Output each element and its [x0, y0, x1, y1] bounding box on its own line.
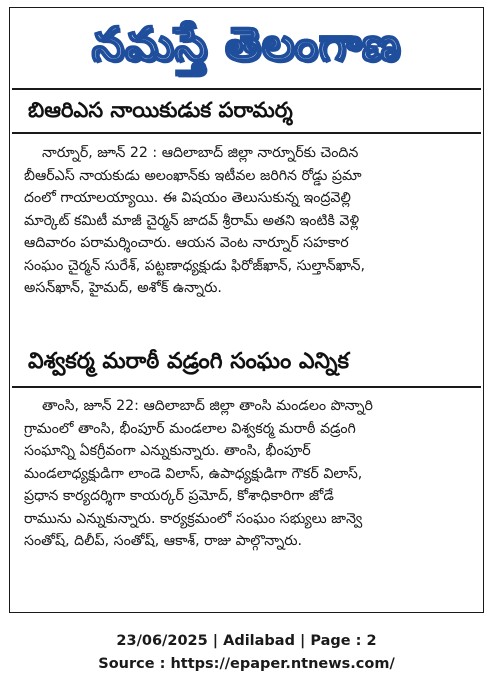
- article-1-line: బీఆర్ఎస్ నాయకుడు అలంఖాన్‌కు ఇటీవల జరిగిన రోడ్డు ప్రమా: [24, 167, 362, 184]
- masthead: [10, 8, 483, 80]
- article-2-line: గ్రామంలో తాంసి, భీంపూర్ మండలాల విశ్వకర్మ మరాఠీ వడ్రంగి: [24, 420, 356, 437]
- article-body-2: [24, 395, 475, 553]
- article-2-line: సంతోష్, దిలీప్, సంతోష్, ఆకాశ్, రాజు పాల్గొన్నారు.: [24, 533, 303, 549]
- article-1-line: సంఘం చైర్మన్ సురేశ్, పట్టణాధ్యక్షుడు ఫిరోజ్‌ఖాన్, సుల్తాన్‌ఖాన్,: [24, 257, 366, 274]
- article-body-1: [24, 142, 475, 300]
- news-clipping: [9, 7, 484, 613]
- masthead-title: నమస్తే తెలంగాణ: [91, 17, 402, 71]
- article-headline-2: విశ్వకర్మ మరాఠీ వడ్రంగి సంఘం ఎన్నిక: [28, 349, 349, 374]
- headline-divider-1: [12, 132, 481, 134]
- article-1-line: ఆదివారం పరామర్శించారు. ఆయన వెంట నార్నూర్ సహకార: [24, 235, 349, 251]
- footer-source: Source : https://epaper.ntnews.com/: [98, 656, 395, 672]
- article-headline-1: బిఆరిఎస నాయికుడుక పరామర్శ: [28, 98, 293, 122]
- article-1-line: దంలో గాయాలయ్యాయి. ఈ విషయం తెలుసుకున్న ఇంద్రవెల్లి: [24, 190, 351, 206]
- article-2-line: మండలాధ్యక్షుడిగా లాండె విలాస్, ఉపాధ్యక్షుడిగా గౌకర్ విలాస్,: [24, 465, 363, 482]
- article-1-line: మార్కెట్ కమిటీ మాజీ చైర్మన్ జాదవ్ శ్రీరామ్ అతని ఇంటికి వెళ్లి: [24, 212, 360, 229]
- masthead-divider: [12, 88, 481, 90]
- article-1-line: నార్నూర్, జూన్ 22 : ఆదిలాబాద్ జిల్లా నార్నూర్‌కు చెందిన: [42, 145, 359, 161]
- article-2-line: తాంసి, జూన్ 22: ఆదిలాబాద్ జిల్లా తాంసి మండలం పొన్నారి: [42, 398, 373, 414]
- article-2-line: సంఘాన్ని ఏకగ్రీవంగా ఎన్నుకున్నారు. తాంసి, భీంపూర్: [24, 443, 311, 459]
- headline-divider-2: [12, 386, 481, 388]
- article-1-line: అసన్‌ఖాన్, హైమద్, అశోక్ ఉన్నారు.: [24, 280, 222, 296]
- footer-date-edition: 23/06/2025 | Adilabad | Page : 2: [116, 633, 377, 649]
- article-2-line: రామును ఎన్నుకున్నారు. కార్యక్రమంలో సంఘం సభ్యులు జాన్వె: [24, 510, 363, 527]
- article-2-line: ప్రధాన కార్యదర్శిగా కాయర్కర్ ప్రమోద్, కోశాధికారిగా జోడే: [24, 488, 334, 504]
